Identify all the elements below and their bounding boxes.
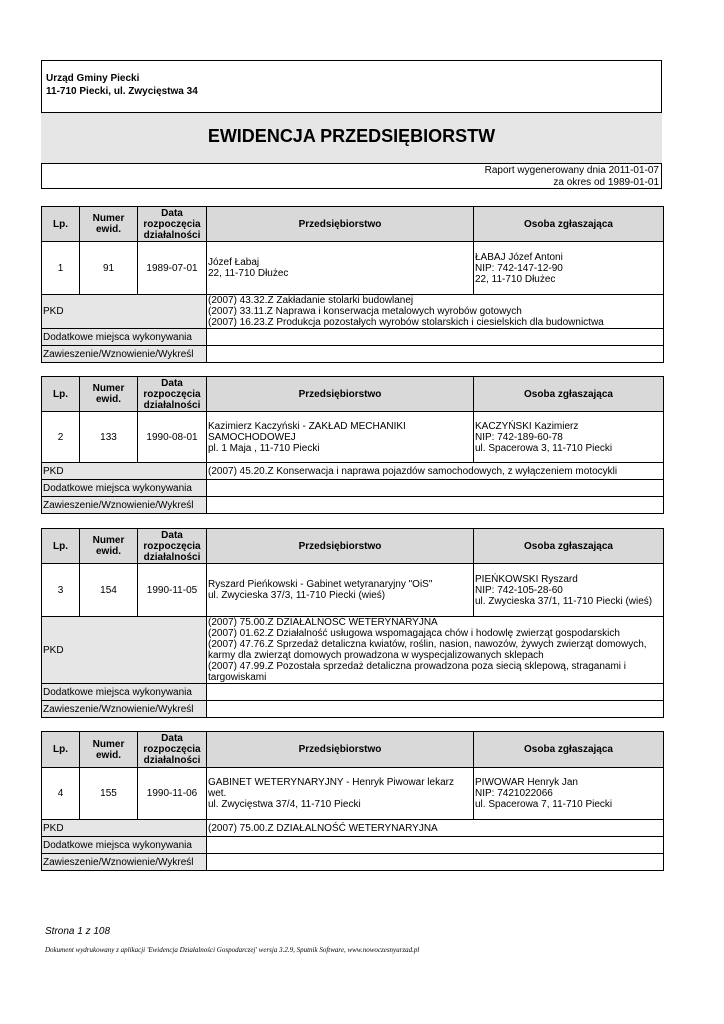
record-numer: 91 (80, 242, 138, 295)
record-firm: Ryszard Pieńkowski - Gabinet wetyranaryjny "OiS" ul. Zwycieska 37/3, 11-710 Piecki (wieś) (207, 564, 474, 617)
header-osoba: Osoba zgłaszająca (474, 529, 664, 564)
places-label: Dodatkowe miejsca wykonywania (42, 684, 207, 701)
record-lp: 4 (42, 768, 80, 820)
record-osoba: KACZYŃSKI Kazimierz NIP: 742-189-60-78 ul. Spacerowa 3, 11-710 Piecki (474, 412, 664, 463)
report-generated: Raport wygenerowany dnia 2011-01-07 (484, 165, 659, 176)
record-numer: 155 (80, 768, 138, 820)
page-title: EWIDENCJA PRZEDSIĘBIORSTW (207, 126, 496, 146)
places-value (207, 837, 664, 854)
header-lp: Lp. (42, 732, 80, 768)
record-pkd: (2007) 75.00.Z DZIAŁALNOŚĆ WETERYNARYJNA (207, 820, 664, 837)
record-firm: GABINET WETERYNARYJNY - Henryk Piwowar lekarz wet. ul. Zwycięstwa 37/4, 11-710 Piecki (207, 768, 474, 820)
pkd-label: PKD (42, 820, 207, 837)
suspend-label: Zawieszenie/Wznowienie/Wykreśl (42, 854, 207, 871)
suspend-value (207, 346, 664, 363)
record-table-3 (41, 528, 664, 718)
header-numer: Numer ewid. (80, 377, 138, 412)
header-firm: Przedsiębiorstwo (207, 529, 474, 564)
pkd-label: PKD (42, 617, 207, 684)
report-period: za okres od 1989-01-01 (553, 177, 659, 188)
suspend-value (207, 497, 664, 514)
header-firm: Przedsiębiorstwo (207, 377, 474, 412)
record-table-1 (41, 206, 664, 363)
places-label: Dodatkowe miejsca wykonywania (42, 480, 207, 497)
places-value (207, 480, 664, 497)
header-numer: Numer ewid. (80, 529, 138, 564)
suspend-value (207, 701, 664, 718)
record-pkd: (2007) 45.20.Z Konserwacja i naprawa pojazdów samochodowych, z wyłączeniem motocykli (207, 463, 664, 480)
header-osoba: Osoba zgłaszająca (474, 207, 664, 242)
record-data: 1990-11-05 (138, 564, 207, 617)
header-lp: Lp. (42, 207, 80, 242)
pkd-label: PKD (42, 463, 207, 480)
places-value (207, 684, 664, 701)
header-numer: Numer ewid. (80, 732, 138, 768)
record-numer: 133 (80, 412, 138, 463)
header-lp: Lp. (42, 377, 80, 412)
suspend-label: Zawieszenie/Wznowienie/Wykreśl (42, 701, 207, 718)
record-lp: 3 (42, 564, 80, 617)
record-lp: 2 (42, 412, 80, 463)
record-osoba: PIWOWAR Henryk Jan NIP: 7421022066 ul. Spacerowa 7, 11-710 Piecki (474, 768, 664, 820)
record-pkd: (2007) 43.32.Z Zakładanie stolarki budowlanej (2007) 33.11.Z Naprawa i konserwacja metalowych wyrobów gotowych (2007) 16.23.Z Produkcja pozostałych wyrobów stolarskich i ciesielskich dla budownictwa (207, 295, 664, 329)
report-header (41, 60, 662, 189)
places-value (207, 329, 664, 346)
header-data: Data rozpoczęcia działalności (138, 207, 207, 242)
places-label: Dodatkowe miejsca wykonywania (42, 329, 207, 346)
record-data: 1989-07-01 (138, 242, 207, 295)
record-numer: 154 (80, 564, 138, 617)
record-table-4 (41, 731, 664, 871)
header-firm: Przedsiębiorstwo (207, 732, 474, 768)
report-info (485, 165, 659, 189)
header-lp: Lp. (42, 529, 80, 564)
header-osoba: Osoba zgłaszająca (474, 732, 664, 768)
page-number: Strona 1 z 108 (45, 926, 111, 937)
office-block (46, 72, 198, 98)
pkd-label: PKD (42, 295, 207, 329)
record-data: 1990-08-01 (138, 412, 207, 463)
record-table-2 (41, 376, 664, 514)
header-data: Data rozpoczęcia działalności (138, 732, 207, 768)
header-data: Data rozpoczęcia działalności (138, 377, 207, 412)
header-firm: Przedsiębiorstwo (207, 207, 474, 242)
record-osoba: PIEŃKOWSKI Ryszard NIP: 742-105-28-60 ul. Zwycieska 37/1, 11-710 Piecki (wieś) (474, 564, 664, 617)
office-name: Urząd Gminy Piecki (46, 73, 140, 84)
title-bar (41, 112, 662, 164)
record-firm: Kazimierz Kaczyński - ZAKŁAD MECHANIKI SAMOCHODOWEJ pl. 1 Maja , 11-710 Piecki (207, 412, 474, 463)
suspend-label: Zawieszenie/Wznowienie/Wykreśl (42, 497, 207, 514)
record-pkd: (2007) 75.00.Z DZIAŁALNOŚĆ WETERYNARYJNA (2007) 01.62.Z Działalność usługowa wspomagająca chów i hodowlę zwierząt gospodarskich (2007) 47.76.Z Sprzedaż detaliczna kwiatów, roślin, nasion, nawozów, żywych zwierząt domowych, karmy dla zwierząt domowych prowadzona w wyspecjalizowanych sklepach (2007) 47.99.Z Pozostała sprzedaż detaliczna prowadzona poza siecią sklepową, straganami i targowiskami (207, 617, 664, 684)
record-lp: 1 (42, 242, 80, 295)
header-data: Data rozpoczęcia działalności (138, 529, 207, 564)
places-label: Dodatkowe miejsca wykonywania (42, 837, 207, 854)
suspend-label: Zawieszenie/Wznowienie/Wykreśl (42, 346, 207, 363)
suspend-value (207, 854, 664, 871)
footer-note: Dokument wydrukowany z aplikacji 'Ewidencja Działalności Gospodarczej' wersja 3.2.9, Sputnik Software, www.nowoczesnyurzad.pl (45, 946, 420, 954)
header-numer: Numer ewid. (80, 207, 138, 242)
header-osoba: Osoba zgłaszająca (474, 377, 664, 412)
record-data: 1990-11-06 (138, 768, 207, 820)
record-firm: Józef Łabaj 22, 11-710 Dłużec (207, 242, 474, 295)
office-address: 11-710 Piecki, ul. Zwycięstwa 34 (46, 86, 198, 97)
record-osoba: ŁABAJ Józef Antoni NIP: 742-147-12-90 22, 11-710 Dłużec (474, 242, 664, 295)
